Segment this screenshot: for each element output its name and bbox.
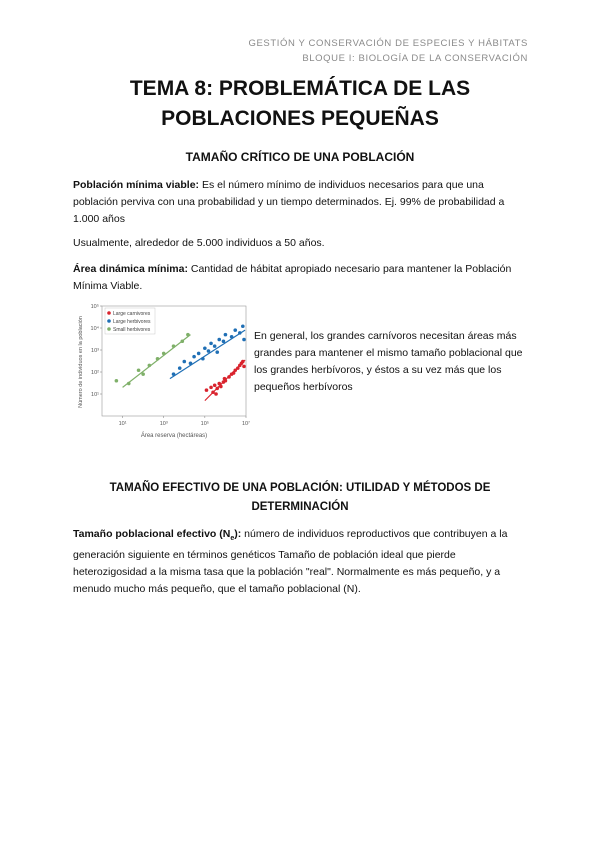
data-point-large-carnivores bbox=[223, 377, 227, 381]
scatter-chart-figure bbox=[74, 302, 249, 440]
data-point-large-herbivores bbox=[201, 357, 205, 361]
section-heading-critical-size: TAMAÑO CRÍTICO DE UNA POBLACIÓN bbox=[185, 150, 415, 164]
data-point-large-carnivores bbox=[209, 386, 213, 390]
data-point-large-herbivores bbox=[213, 344, 217, 348]
data-point-small-herbivores bbox=[137, 368, 141, 372]
x-tick-label: 10⁷ bbox=[241, 421, 251, 427]
term-min-dynamic-area: Área dinámica mínima: bbox=[73, 263, 188, 275]
data-point-large-herbivores bbox=[189, 361, 193, 365]
data-point-large-carnivores bbox=[215, 387, 219, 391]
data-point-large-herbivores bbox=[207, 349, 211, 353]
document-header bbox=[248, 36, 528, 66]
page-title bbox=[0, 74, 600, 134]
data-point-large-carnivores bbox=[211, 390, 215, 394]
data-point-small-herbivores bbox=[148, 364, 152, 368]
chart-background bbox=[74, 302, 249, 440]
y-tick-label: 10³ bbox=[91, 348, 99, 354]
data-point-large-herbivores bbox=[182, 360, 186, 364]
paragraph-usually: Usualmente, alrededor de 5.000 individuos a 50 años. bbox=[73, 237, 325, 249]
data-point-large-herbivores bbox=[233, 328, 237, 332]
data-point-large-carnivores bbox=[232, 371, 236, 375]
data-point-large-herbivores bbox=[238, 331, 242, 335]
data-point-small-herbivores bbox=[115, 379, 119, 383]
data-point-large-carnivores bbox=[213, 383, 217, 387]
y-axis-label: Número de individuos en la población bbox=[78, 316, 84, 408]
legend-label-large-carnivores: Large carnivores bbox=[113, 311, 151, 317]
x-tick-label: 10¹ bbox=[118, 421, 127, 427]
x-axis-label: Área reserva (hectáreas) bbox=[140, 433, 208, 439]
data-point-small-herbivores bbox=[127, 382, 131, 386]
legend-label-large-herbivores: Large herbivores bbox=[113, 319, 151, 325]
data-point-large-herbivores bbox=[203, 346, 207, 350]
data-point-small-herbivores bbox=[186, 333, 190, 337]
data-point-large-herbivores bbox=[172, 372, 176, 376]
legend-label-small-herbivores: Small herbivores bbox=[113, 327, 151, 333]
data-point-large-herbivores bbox=[241, 324, 245, 328]
data-point-large-herbivores bbox=[222, 339, 226, 343]
definition-effective-population-size: número de individuos reproductivos que contribuyen a la generación siguiente en términos genéticos Tamaño de población ideal que pierde heterozigosidad a la misma tasa que la población "real". Normalmente es más pequeño, y a menudo mucho más pequeño, que el tamaño poblacional (N). bbox=[73, 528, 508, 596]
data-point-small-herbivores bbox=[162, 352, 166, 356]
header-block: BLOQUE I: BIOLOGÍA DE LA CONSERVACIÓN bbox=[302, 53, 528, 64]
data-point-large-herbivores bbox=[224, 333, 228, 337]
data-point-large-herbivores bbox=[197, 352, 201, 356]
header-course: GESTIÓN Y CONSERVACIÓN DE ESPECIES Y HÁBITATS bbox=[248, 38, 528, 49]
x-tick-label: 10³ bbox=[159, 421, 168, 427]
legend-marker-large-herbivores bbox=[107, 319, 111, 323]
paragraph-min-dynamic-area bbox=[73, 261, 529, 295]
data-point-large-herbivores bbox=[215, 350, 219, 354]
data-point-large-carnivores bbox=[205, 388, 209, 392]
x-tick-label: 10⁵ bbox=[200, 421, 210, 427]
y-tick-label: 10¹ bbox=[91, 392, 99, 398]
data-point-large-carnivores bbox=[242, 365, 246, 369]
data-point-large-carnivores bbox=[219, 385, 223, 389]
data-point-small-herbivores bbox=[172, 344, 176, 348]
term-effective-population-size-end: ): bbox=[234, 528, 242, 540]
data-point-large-herbivores bbox=[242, 338, 246, 342]
chart-caption: En general, los grandes carnívoros necesitan áreas más grandes para mantener el mismo tamaño poblacional que los grandes herbívoros, y éstos a su vez más que los pequeños herbívoros bbox=[254, 330, 523, 393]
y-tick-label: 10⁴ bbox=[90, 326, 99, 332]
title-line-1: TEMA 8: PROBLEMÁTICA DE LAS bbox=[129, 77, 471, 100]
data-point-large-carnivores bbox=[227, 375, 231, 379]
definition-min-dynamic-area: Cantidad de hábitat apropiado necesario para mantener la Población Mínima Viable. bbox=[73, 263, 512, 292]
data-point-small-herbivores bbox=[141, 372, 145, 376]
paragraph-min-viable-population bbox=[73, 177, 529, 228]
data-point-small-herbivores bbox=[180, 339, 184, 343]
data-point-large-herbivores bbox=[178, 366, 182, 370]
paragraph-effective-population-size bbox=[73, 526, 529, 598]
term-effective-population-size bbox=[73, 528, 242, 543]
data-point-large-herbivores bbox=[217, 338, 221, 342]
term-subscript-e: e bbox=[230, 535, 235, 543]
section-heading-effective-size-line-2: DETERMINACIÓN bbox=[251, 501, 349, 513]
data-point-large-carnivores bbox=[214, 392, 218, 396]
data-point-large-herbivores bbox=[230, 335, 234, 339]
y-tick-label: 10² bbox=[91, 370, 99, 376]
data-point-large-carnivores bbox=[241, 360, 245, 364]
definition-min-viable-population: Es el número mínimo de individuos necesarios para que una población perviva con una probabilidad y un tiempo determinados. Ej. 99% de probabilidad a 1.000 años bbox=[73, 179, 505, 225]
legend-marker-small-herbivores bbox=[107, 327, 111, 331]
section-heading-effective-size bbox=[70, 479, 530, 517]
y-tick-label: 10⁵ bbox=[90, 304, 99, 310]
scatter-chart bbox=[74, 302, 249, 440]
legend-marker-large-carnivores bbox=[107, 311, 111, 315]
data-point-large-herbivores bbox=[209, 342, 213, 346]
data-point-large-herbivores bbox=[192, 355, 196, 359]
term-effective-population-size-text: Tamaño poblacional efectivo (N bbox=[73, 528, 231, 540]
title-line-2: POBLACIONES PEQUEÑAS bbox=[161, 107, 439, 130]
term-min-viable-population: Población mínima viable: bbox=[73, 179, 200, 191]
section-heading-effective-size-line-1: TAMAÑO EFECTIVO DE UNA POBLACIÓN: UTILIDAD Y MÉTODOS DE bbox=[109, 482, 491, 494]
data-point-small-herbivores bbox=[156, 357, 160, 361]
